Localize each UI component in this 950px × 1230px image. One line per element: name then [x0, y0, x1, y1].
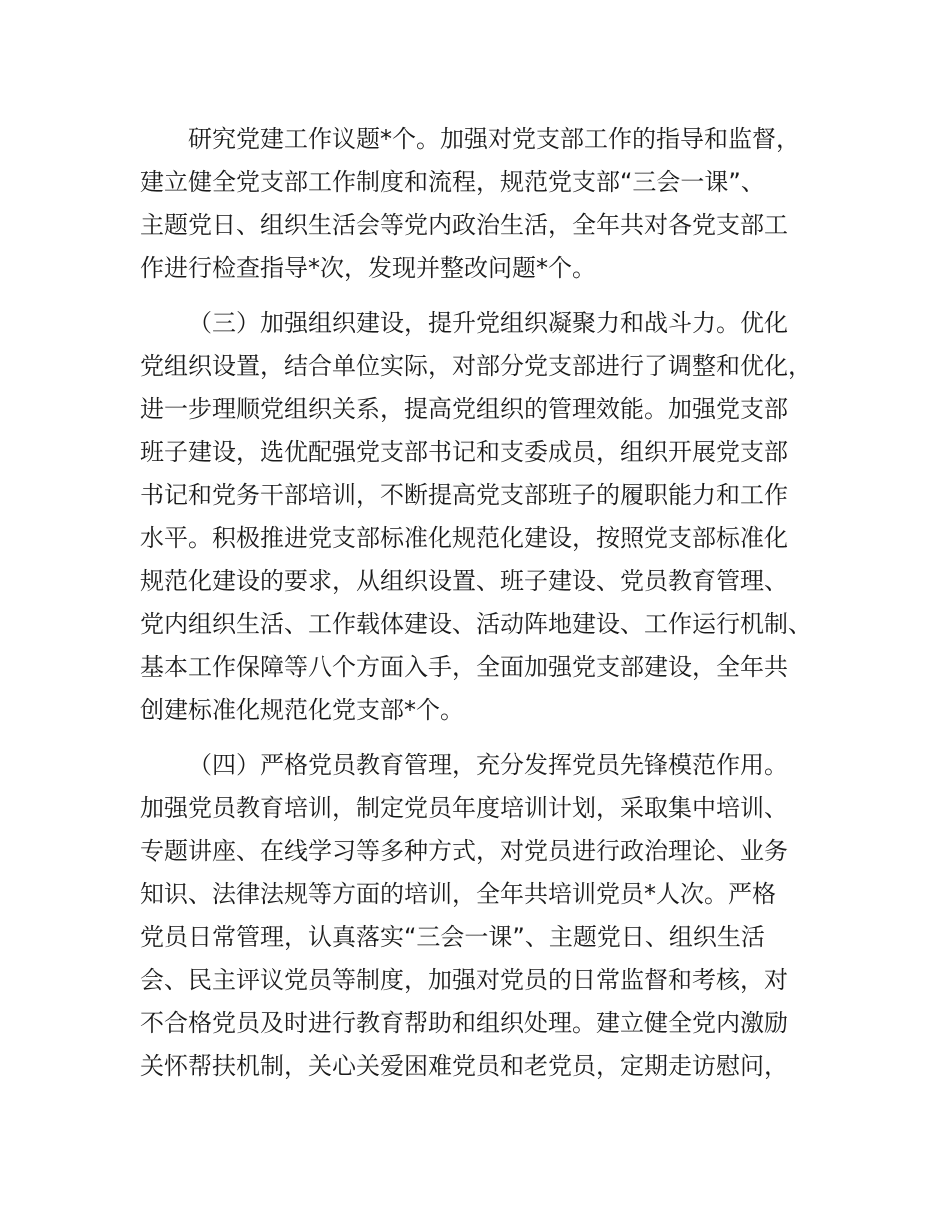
paragraph-1	[140, 118, 840, 290]
text-line: 党员日常管理，认真落实“三会一课”、主题党日、组织生活	[140, 923, 765, 951]
text-line: 建立健全党支部工作制度和流程，规范党支部“三会一课”、	[140, 168, 765, 196]
text-line: 党内组织生活、工作载体建设、活动阵地建设、工作运行机制、	[140, 610, 812, 638]
text-line: 知识、法律法规等方面的培训，全年共培训党员*人次。严格	[140, 880, 776, 908]
text-line: 作进行检查指导*次，发现并整改问题*个。	[140, 254, 596, 282]
text-line: 基本工作保障等八个方面入手，全面加强党支部建设，全年共	[140, 653, 788, 681]
text-line: 主题党日、组织生活会等党内政治生活，全年共对各党支部工	[140, 211, 788, 239]
paragraph-2	[140, 302, 840, 732]
document-body	[140, 118, 840, 1100]
text-line: 规范化建设的要求，从组织设置、班子建设、党员教育管理、	[140, 567, 788, 595]
text-line: 不合格党员及时进行教育帮助和组织处理。建立健全党内激励	[140, 1009, 788, 1037]
text-line: 研究党建工作议题*个。加强对党支部工作的指导和监督，	[188, 125, 800, 153]
paragraph-3	[140, 744, 840, 1088]
text-line: （三）加强组织建设，提升党组织凝聚力和战斗力。优化	[188, 309, 788, 337]
text-line: 班子建设，选优配强党支部书记和支委成员，组织开展党支部	[140, 438, 788, 466]
text-line: 专题讲座、在线学习等多种方式，对党员进行政治理论、业务	[140, 837, 788, 865]
text-line: 会、民主评议党员等制度，加强对党员的日常监督和考核，对	[140, 966, 788, 994]
text-line: 关怀帮扶机制，关心关爱困难党员和老党员，定期走访慰问，	[140, 1052, 788, 1080]
text-line: 水平。积极推进党支部标准化规范化建设，按照党支部标准化	[140, 524, 788, 552]
text-line: 进一步理顺党组织关系，提高党组织的管理效能。加强党支部	[140, 395, 788, 423]
text-line: 创建标准化规范化党支部*个。	[140, 696, 464, 724]
text-line: 书记和党务干部培训，不断提高党支部班子的履职能力和工作	[140, 481, 788, 509]
text-line: 党组织设置，结合单位实际，对部分党支部进行了调整和优化，	[140, 352, 812, 380]
text-line: （四）严格党员教育管理，充分发挥党员先锋模范作用。	[188, 751, 788, 779]
text-line: 加强党员教育培训，制定党员年度培训计划，采取集中培训、	[140, 794, 788, 822]
